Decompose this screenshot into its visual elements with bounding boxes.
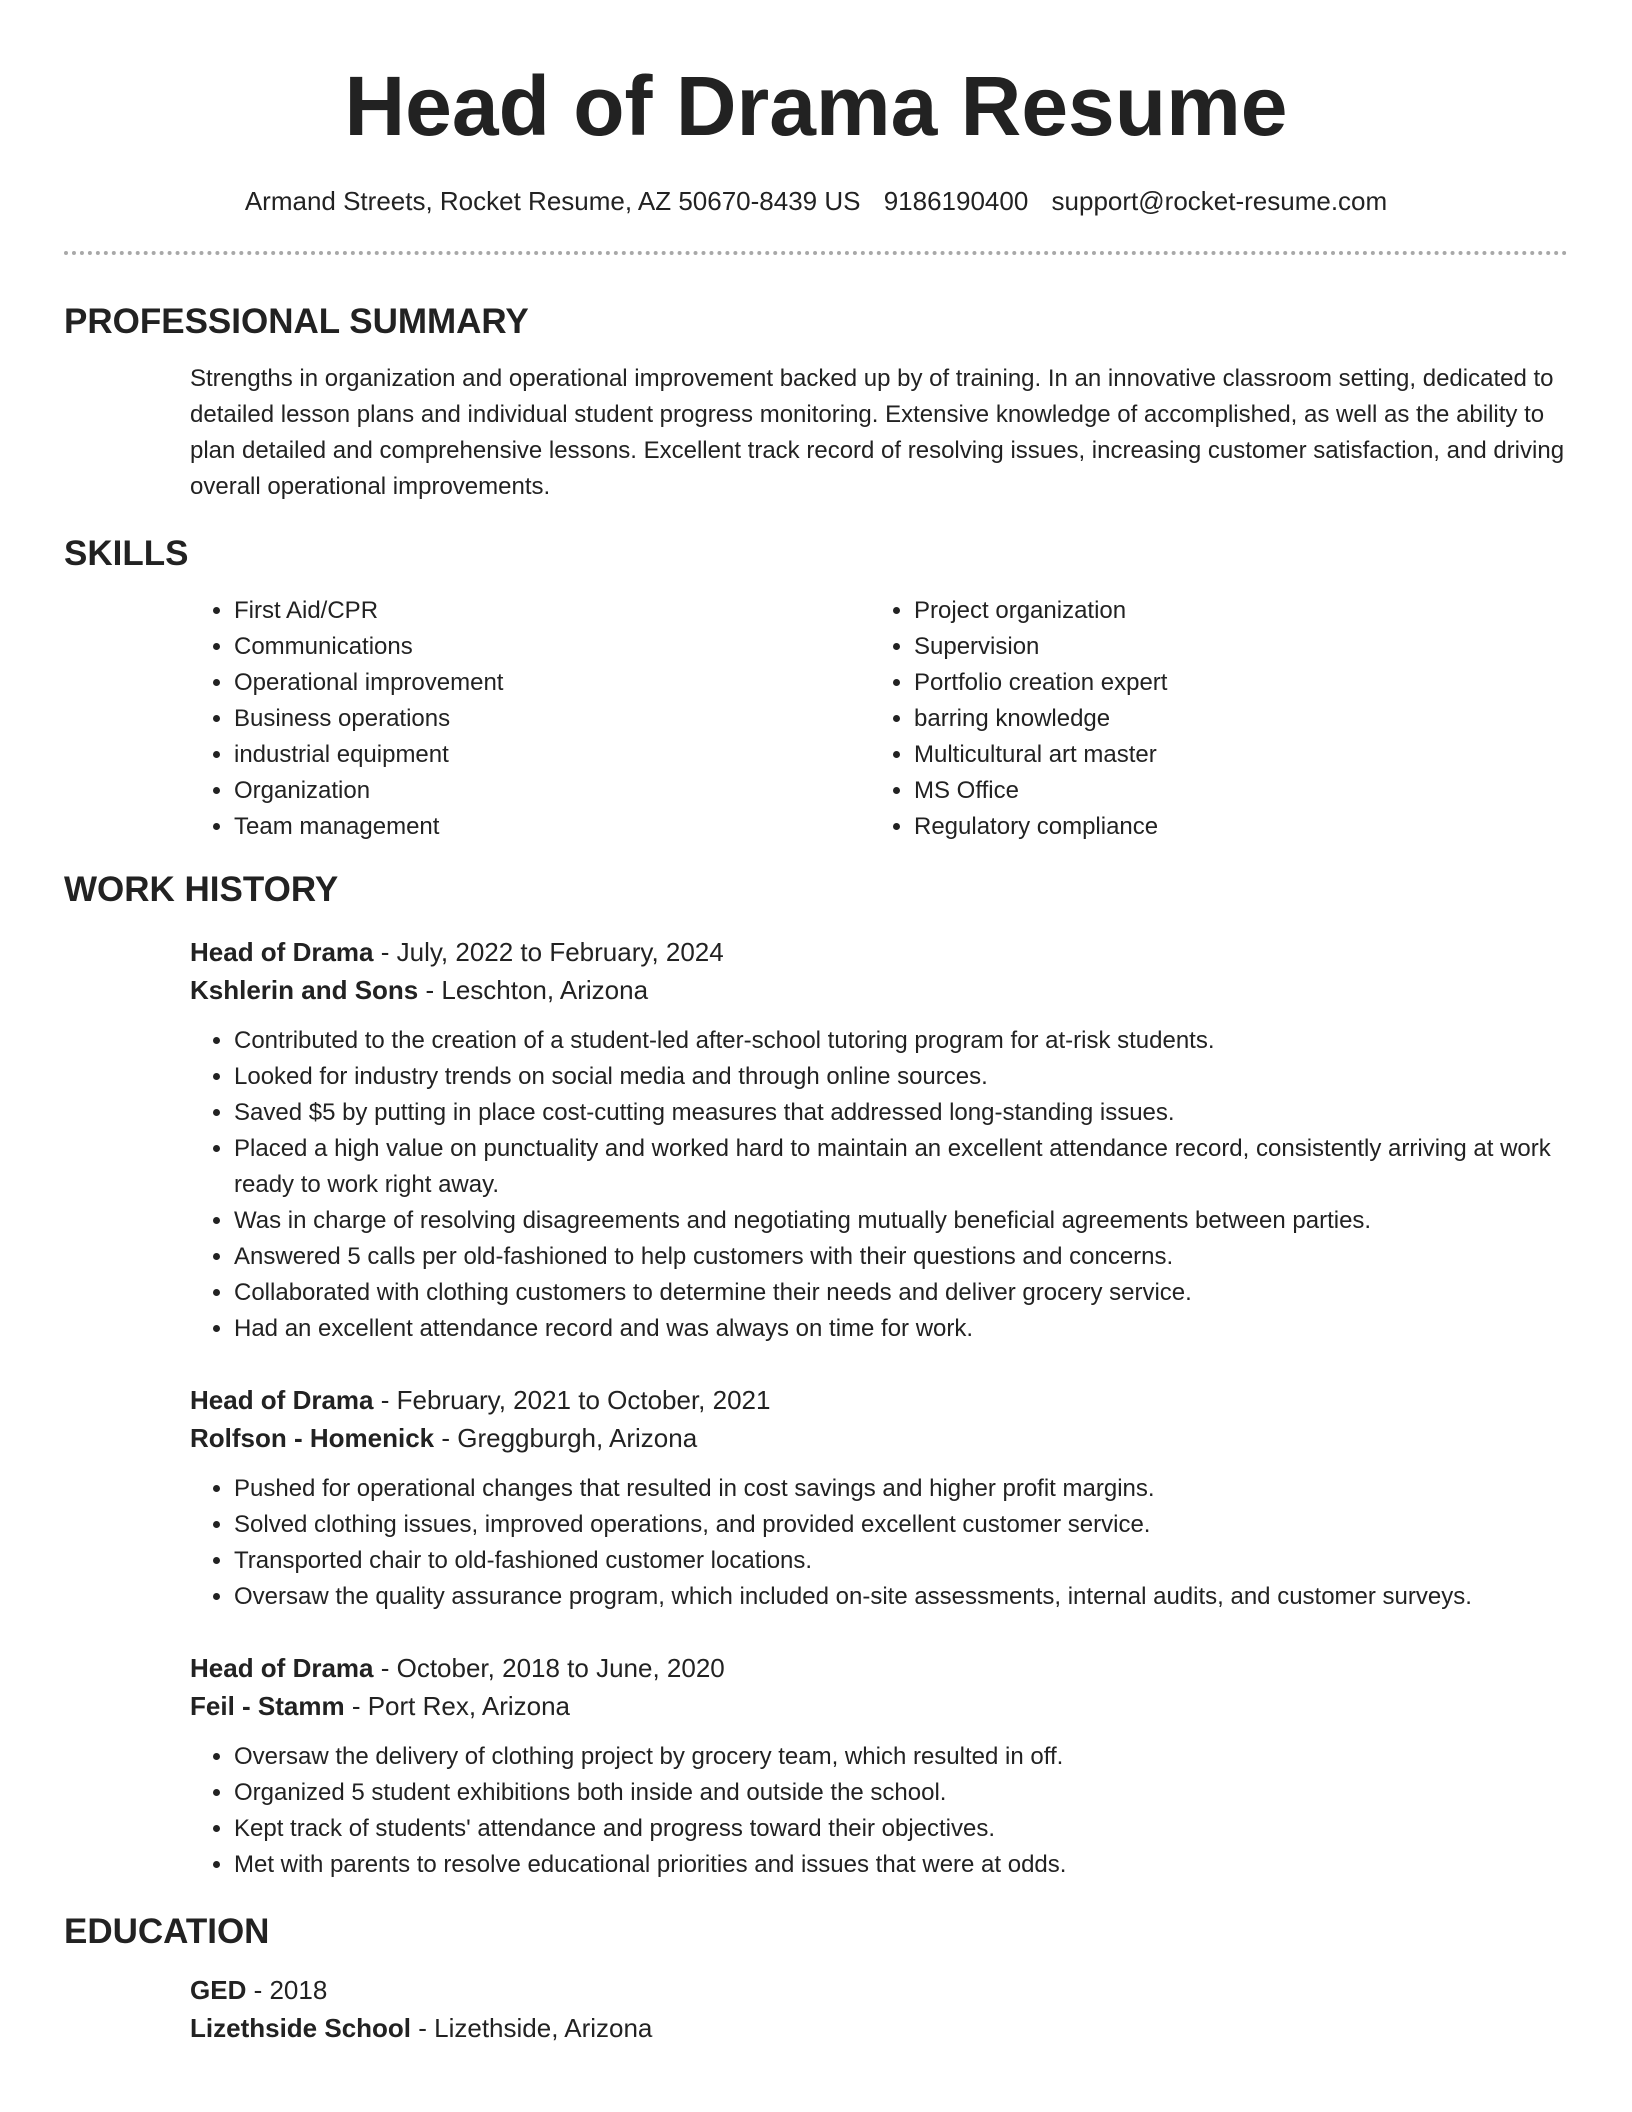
job-company-line bbox=[190, 971, 1568, 1009]
skills-list-right bbox=[870, 593, 1550, 845]
education-entry bbox=[190, 1971, 1568, 2047]
job-title-line bbox=[190, 1381, 1568, 1419]
education-school-line bbox=[190, 2009, 1568, 2047]
skills-heading: SKILLS bbox=[64, 534, 189, 573]
job-bullet: • Kept track of students' attendance and progress toward their objectives. bbox=[234, 1811, 1568, 1847]
job-bullet: • Answered 5 calls per old-fashioned to help customers with their questions and concerns. bbox=[234, 1239, 1568, 1275]
job-bullets bbox=[190, 1739, 1568, 1883]
job-bullet: • Saved $5 by putting in place cost-cutting measures that addressed long-standing issues. bbox=[234, 1095, 1568, 1131]
education-year: - 2018 bbox=[246, 1975, 328, 2005]
job-bullet: • Placed a high value on punctuality and worked hard to maintain an excellent attendance record, consistently arriving at work ready to work right away. bbox=[234, 1131, 1568, 1203]
job-bullet: • Organized 5 student exhibitions both inside and outside the school. bbox=[234, 1775, 1568, 1811]
skill-item: • Project organization bbox=[914, 593, 1550, 629]
job-entry bbox=[190, 1381, 1568, 1615]
job-bullet: • Had an excellent attendance record and was always on time for work. bbox=[234, 1311, 1568, 1347]
contact-line bbox=[64, 184, 1568, 218]
job-company: Kshlerin and Sons bbox=[190, 975, 419, 1005]
job-bullet: • Transported chair to old-fashioned customer locations. bbox=[234, 1543, 1568, 1579]
education-degree-line bbox=[190, 1971, 1568, 2009]
skill-item: • MS Office bbox=[914, 773, 1550, 809]
summary-text: Strengths in organization and operational improvement backed up by of training. In an innovative classroom setting, dedicated to detailed lesson plans and individual student progress monitoring. Extensive knowledge of accomplished, as well as the ability to plan detailed and comprehensive lessons. Excellent track record of resolving issues, increasing customer satisfaction, and driving overall operational improvements. bbox=[190, 365, 1565, 500]
job-role: Head of Drama bbox=[190, 1385, 374, 1415]
skill-item: • Supervision bbox=[914, 629, 1550, 665]
skill-item: • Business operations bbox=[234, 701, 870, 737]
summary-heading: PROFESSIONAL SUMMARY bbox=[64, 302, 529, 341]
contact-address: Armand Streets, Rocket Resume, AZ 50670-8439 US bbox=[244, 186, 861, 216]
job-dates: - February, 2021 to October, 2021 bbox=[373, 1385, 771, 1415]
job-bullet: • Pushed for operational changes that resulted in cost savings and higher profit margins. bbox=[234, 1471, 1568, 1507]
job-company-line bbox=[190, 1687, 1568, 1725]
skill-item: • Team management bbox=[234, 809, 870, 845]
job-bullet: • Met with parents to resolve educational priorities and issues that were at odds. bbox=[234, 1847, 1568, 1883]
job-company: Feil - Stamm bbox=[190, 1691, 345, 1721]
job-title-line bbox=[190, 1649, 1568, 1687]
skills-column-right bbox=[870, 593, 1550, 845]
job-role: Head of Drama bbox=[190, 1653, 374, 1683]
job-bullet: • Was in charge of resolving disagreements and negotiating mutually beneficial agreements between parties. bbox=[234, 1203, 1568, 1239]
job-bullet: • Looked for industry trends on social media and through online sources. bbox=[234, 1059, 1568, 1095]
contact-email: support@rocket-resume.com bbox=[1051, 186, 1388, 216]
skill-item: • Communications bbox=[234, 629, 870, 665]
skill-item: • industrial equipment bbox=[234, 737, 870, 773]
skill-item: • Organization bbox=[234, 773, 870, 809]
job-company-line bbox=[190, 1419, 1568, 1457]
skill-item: • Regulatory compliance bbox=[914, 809, 1550, 845]
job-company: Rolfson - Homenick bbox=[190, 1423, 435, 1453]
job-bullet: • Contributed to the creation of a student-led after-school tutoring program for at-risk students. bbox=[234, 1023, 1568, 1059]
skill-item: • Operational improvement bbox=[234, 665, 870, 701]
job-location: - Leschton, Arizona bbox=[418, 975, 649, 1005]
skills-column-left bbox=[190, 593, 870, 845]
job-entry bbox=[190, 1649, 1568, 1883]
job-bullet: • Oversaw the quality assurance program, which included on-site assessments, internal audits, and customer surveys. bbox=[234, 1579, 1568, 1615]
skill-item: • Portfolio creation expert bbox=[914, 665, 1550, 701]
education-school: Lizethside School bbox=[190, 2013, 412, 2043]
education-location: - Lizethside, Arizona bbox=[411, 2013, 653, 2043]
skills-grid bbox=[190, 593, 1568, 845]
job-bullet: • Collaborated with clothing customers to determine their needs and deliver grocery service. bbox=[234, 1275, 1568, 1311]
work-history-heading: WORK HISTORY bbox=[64, 870, 339, 909]
job-role: Head of Drama bbox=[190, 937, 374, 967]
skill-item: • First Aid/CPR bbox=[234, 593, 870, 629]
job-bullets bbox=[190, 1023, 1568, 1347]
job-location: - Greggburgh, Arizona bbox=[434, 1423, 698, 1453]
job-bullets bbox=[190, 1471, 1568, 1615]
header-divider bbox=[64, 251, 1568, 255]
job-bullet: • Oversaw the delivery of clothing project by grocery team, which resulted in off. bbox=[234, 1739, 1568, 1775]
job-dates: - July, 2022 to February, 2024 bbox=[373, 937, 724, 967]
skills-list-left bbox=[190, 593, 870, 845]
skill-item: • Multicultural art master bbox=[914, 737, 1550, 773]
job-title-line bbox=[190, 933, 1568, 971]
job-entry bbox=[190, 933, 1568, 1347]
education-degree: GED bbox=[190, 1975, 247, 2005]
skill-item: • barring knowledge bbox=[914, 701, 1550, 737]
education-heading: EDUCATION bbox=[64, 1912, 270, 1951]
contact-phone: 9186190400 bbox=[883, 186, 1029, 216]
job-location: - Port Rex, Arizona bbox=[344, 1691, 571, 1721]
resume-title: Head of Drama Resume bbox=[344, 59, 1288, 153]
job-dates: - October, 2018 to June, 2020 bbox=[373, 1653, 725, 1683]
job-bullet: • Solved clothing issues, improved operations, and provided excellent customer service. bbox=[234, 1507, 1568, 1543]
